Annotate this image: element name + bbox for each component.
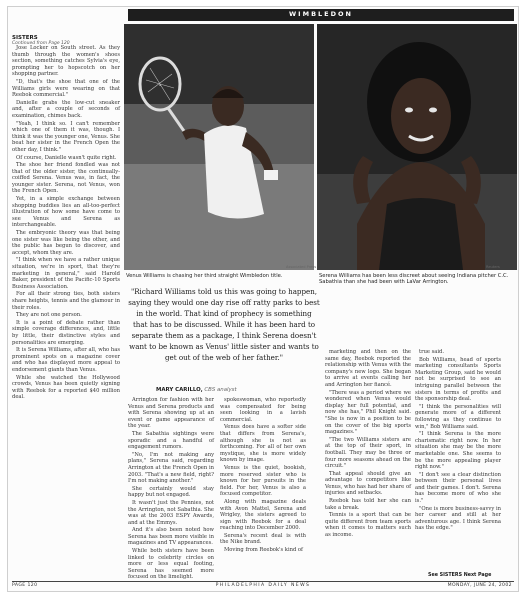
page-number: PAGE 120 [12,583,38,588]
paragraph: "Yeah, I think so. I can't remember which one of them it was, though. I think it was the younger one, Venus. She beat her sister in the French Open the other day, I think." [12,120,120,153]
paragraph: It wasn't just the Pennies, not the Arrington, not Sabathia. She was at the 2003 ESPY Awards, and at the Emmys. [128,499,214,526]
paragraph: Bob Williams, head of sports marketing consultants Sports Marketing Group, said he would not be surprised to see an intriguing parallel between the sisters in terms of profits and the sponsorship deal. [415,356,501,403]
venus-photo-illustration [124,24,317,270]
left-column [12,45,120,402]
paragraph: She certainly would stay happy but not engaged. [128,485,214,499]
paragraph: That appeal should give an advantage to competitors like Venus, who has had her share of injuries and setbacks. [325,470,411,497]
body-column [415,349,501,533]
paper-name: PHILADELPHIA DAILY NEWS [215,583,311,588]
section-label: WIMBLEDON [289,10,353,18]
paragraph: Serena's recent deal is with the Nike brand. [220,532,306,546]
quote-attribution-title: CBS analyst [204,387,237,393]
paragraph: "I think Serena is the more charismatic right now. In her situation she may be the more marketable one. She seems to be the more appealing player right now." [415,431,501,471]
paragraph: "No, I'm not making any plans," Serena said, regarding Arrington at the French Open in 2003. "That's a new field, right? I'm not making another." [128,451,214,485]
paragraph: Along with magazine deals with Avon Mattel, Serena and Wrigley, the sisters agreed to sign with Reebok for a deal reaching into December 2000. [220,498,306,532]
body-column [325,349,411,540]
newspaper-page [7,6,519,592]
paragraph: marketing and then on the same day, Reebok reported the relationship with Venus with the company's new logo. She began to arrive at events calling her and Arrington her fiancé. [325,349,411,388]
paragraph: Danielle grabs the low-cut sneaker and, after a couple of seconds of examination, chimes back. [12,99,120,119]
paragraph: It is Serena Williams, after all, who has prominent spots on a magazine cover and who has displayed more appeal to endorsement giants than Venus. [12,347,120,373]
footer-divider [12,581,514,582]
photo-caption: Venus Williams is chasing her third straight Wimbledon title. [126,273,283,279]
paragraph: Venus does have a softer side that differs from Serena's, although she is not as forthcoming. For all of her own mystique, she is more widely known by image. [220,424,306,464]
paragraph: "One is more business-savvy in her career and still at her adventurous age. I think Serena has the edge." [415,505,501,532]
paragraph: The Sabathia sightings were sporadic and a handful of engagement rumors. [128,430,214,451]
continued-note: Continued from Page 120 [12,41,70,46]
paragraph: "D, that's the shoe that one of the Williams girls were wearing on that Reebok commercial." [12,78,120,99]
paragraph: "I don't see a clear distinction between their personal lives and their games. I don't. Serena has become more of who she is." [415,471,501,505]
paragraph: "I think the personalities will generate more of a different following as they continue to win," Bob Williams said. [415,403,501,430]
story-heading: SISTERS [12,35,38,41]
venus-photo [124,24,317,270]
body-column [128,397,214,581]
photo-credit: Reuters [486,265,500,269]
issue-date: MONDAY, JUNE 24, 2002 [447,583,512,588]
paragraph: They are not one person. [16,312,82,319]
paragraph: true said. [419,349,445,355]
paragraph: "I think when we have a rather unique situation, we're in sport, that they're marketing in general," said Harold Baker, president of the Pacific-10 Sports Business Association. [12,257,120,290]
photo-caption: Serena Williams has been less discreet about seeing Indiana pitcher C.C. Sabathia than she had been with LaVar Arrington. [319,273,509,286]
quote-attribution-name: MARY CARILLO, [156,387,203,393]
paragraph: Of course, Danielle wasn't quite right. [16,154,117,161]
paragraph: The shoe her friend fondled was not that of the older sister, the continually-coiffed Serena. Venus was, in fact, the younger sister. Serena, not Venus, won the French Open. [12,162,120,195]
paragraph: It is a point of debate rather than simple coverage differences, and, little by little, their distinctive styles and personalities are emerging. [12,319,120,346]
paragraph: While both sisters have been linked to celebrity circles on more or less equal footing, Serena has seemed more focused on the limelight. [128,548,214,581]
paragraph: Reebok has told her she can take a break. [325,498,411,511]
jump-line: See SISTERS Next Page [428,573,492,578]
paragraph: spokeswoman, who reportedly was compensated for being seen looking in a lavish commercial. [220,397,306,423]
paragraph: For all their strong ties, both sisters share heights, tennis and the glamour in their roles. [12,291,120,311]
paragraph: Jose Locker on South street. As they thumb through the women's shoes section, something catches Sylvia's eye, prompting her to hopscotch on her shopping partner. [12,45,120,78]
photo-credit: Associated Press [286,265,317,269]
pull-quote: "Richard Williams told us this was going to happen, saying they would one day rise off ratty parks to best in the world. That kind of prophecy is something that has to be discussed. While it has been hard to separate them as a package, I think Serena doesn't want to be known as Venus' little sister and wants to get out of the web of her father." [128,287,320,362]
section-banner [128,9,514,21]
paragraph: Arrington for fashion with her Venus and Serena products and with Serena showing up at an event or game appearance of the year. [128,397,214,430]
paragraph: Tennis is a sport that can be quite different from team sports when it comes to matters such as income. [325,512,411,539]
quote-attribution [156,387,237,393]
paragraph: The embryonic theory was that being one sister was like being the other, and the public has begun to discover, and accept, whom they are. [12,230,120,256]
paragraph: "The two Williams sisters are at the top of their sport, in football. They may be three or four more seasons ahead on the circuit." [325,436,411,470]
paragraph: Yet, in a simple exchange between shopping buddies lies an all-too-perfect illustration of how some have come to see Venus and Serena as interchangeable. [12,196,120,229]
body-column [220,397,306,555]
serena-photo [317,24,517,270]
serena-photo-illustration [317,24,517,270]
paragraph: And it's also been noted how Serena has been more visible in magazines and TV appearances. [128,527,214,547]
paragraph: Venus is the quiet, bookish, more reserved sister who is known for her pursuits in the field. For her, Venus is also a focused competitor. [220,464,306,498]
paragraph: Moving from Reebok's kind of [224,547,303,554]
paragraph: "There was a period where we wondered when Venus would display her full potential, and now she has," Phil Knight said. "She is now in a position to be on the cover of the big sports magazines." [325,389,411,436]
paragraph: While she watched the Hollywood crowds, Venus has been quietly signing with Reebok for a reported $40 million deal. [12,374,120,401]
